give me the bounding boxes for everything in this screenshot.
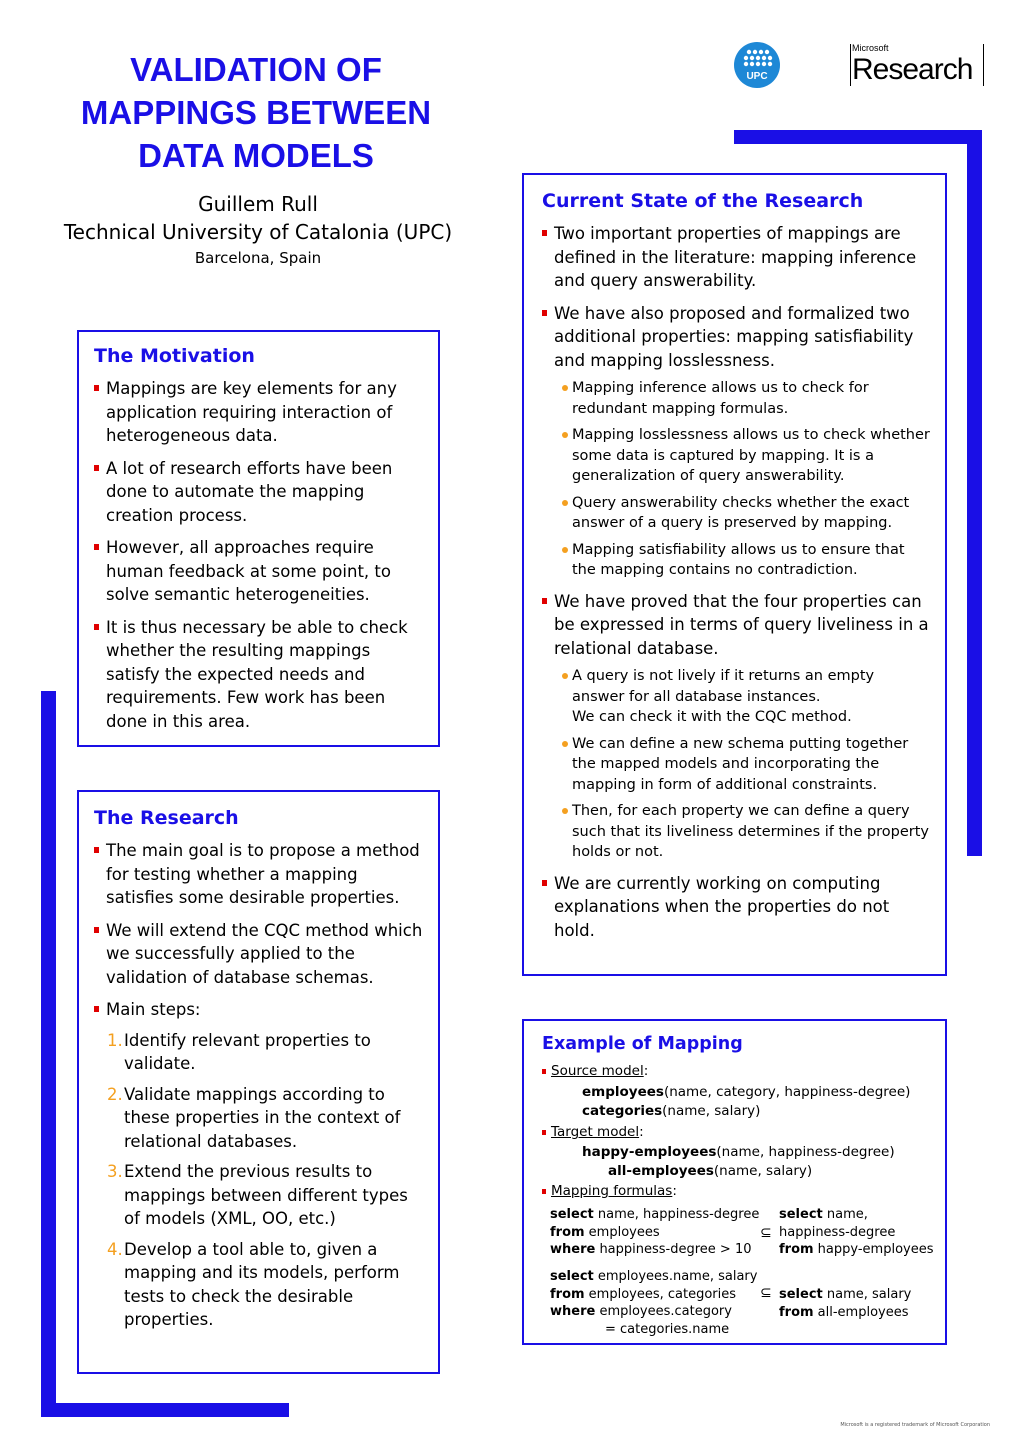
sql-keyword: where: [550, 1304, 596, 1319]
target-relation: [542, 1143, 935, 1162]
current-state-subbullet: [542, 666, 931, 728]
formula-2-left-query: [550, 1268, 757, 1338]
label-colon: :: [639, 1124, 644, 1140]
sql-keyword: select: [779, 1207, 823, 1222]
step-text: Extend the previous results to mappings between different types of models (XML, OO, etc.): [124, 1162, 408, 1228]
current-state-subbullet: Mapping losslessness allows us to check whether some data is captured by mapping. It is a generalization of query answerability.: [542, 425, 931, 487]
sql-keyword: from: [550, 1224, 585, 1240]
current-state-subbullet: We can define a new schema putting together the mapped models and incorporating the mapping in form of additional constraints.: [542, 734, 931, 796]
author-city: Barcelona, Spain: [194, 249, 322, 267]
sql-text: name, salary: [822, 1287, 912, 1302]
sql-keyword: from: [779, 1242, 814, 1257]
sql-text: employees.name, salary: [593, 1269, 758, 1284]
author-block: [40, 190, 476, 270]
subbullet-text: A query is not lively if it returns an empty answer for all database instances.: [572, 668, 875, 705]
subset-symbol: ⊆: [760, 1285, 772, 1301]
title-line: MAPPINGS BETWEEN: [80, 94, 432, 131]
current-state-subbullet: Then, for each property we can define a query such that its liveliness determines if the property holds or not.: [542, 801, 931, 863]
step-number: 4.: [107, 1239, 123, 1259]
motivation-bullet: However, all approaches require human feedback at some point, to solve semantic heterogeneities.: [94, 536, 424, 607]
sql-text: name, happiness-degree: [593, 1207, 760, 1222]
sql-keyword: from: [779, 1304, 814, 1320]
target-model-label: [542, 1123, 935, 1142]
research-step: [94, 1160, 424, 1231]
formula-2-right-query: [779, 1286, 911, 1321]
step-text: Validate mappings according to these properties in the context of relational databases.: [124, 1084, 401, 1151]
research-bullet: We will extend the CQC method which we successfully applied to the validation of database schemas.: [94, 919, 424, 990]
example-box: [522, 1019, 947, 1345]
current-state-bullet: Two important properties of mappings are defined in the literature: mapping inference and query answerability.: [542, 222, 931, 293]
author-name: Guillem Rull: [198, 192, 318, 216]
query-line: [550, 1286, 757, 1304]
trademark-footer: Microsoft is a registered trademark of Microsoft Corporation: [840, 1422, 990, 1428]
sql-text: employees, categories: [584, 1286, 737, 1302]
step-text: Develop a tool able to, given a mapping and its models, perform tests to check the desirable properties.: [124, 1239, 400, 1329]
query-line: [779, 1206, 934, 1224]
top-right-horizontal-bar: [734, 130, 982, 144]
step-number: 3.: [107, 1162, 123, 1181]
relation-name: all-employees: [608, 1162, 714, 1179]
sql-keyword: select: [779, 1287, 823, 1302]
query-line: [550, 1206, 759, 1224]
relation-attrs: (name, category, happiness-degree): [663, 1084, 911, 1100]
query-line: [550, 1241, 759, 1259]
source-relation: [542, 1102, 935, 1121]
sql-keyword: select: [550, 1269, 594, 1284]
label-text: Target model: [551, 1124, 640, 1140]
bottom-left-vertical-bar: [41, 691, 56, 1417]
subbullet-text: We can check it with the CQC method.: [572, 709, 852, 725]
current-state-bullet: [542, 302, 931, 581]
svg-text:UPC: UPC: [746, 71, 768, 82]
formula-1-left-query: [550, 1206, 759, 1259]
research-heading: The Research: [94, 807, 239, 829]
research-bullet: [94, 998, 424, 1332]
sql-text: happiness-degree: [779, 1224, 896, 1240]
query-line: [779, 1224, 934, 1242]
mapping-formulas-label: [542, 1182, 935, 1201]
poster-title: [40, 48, 472, 177]
motivation-box: [77, 330, 440, 747]
current-state-box: [522, 173, 947, 976]
query-line: [779, 1241, 934, 1259]
research-step: [94, 1238, 424, 1332]
bottom-left-horizontal-bar: [41, 1403, 289, 1417]
motivation-bullet: It is thus necessary be able to check whether the resulting mappings satisfy the expected needs and requirements. Few work has been done in this area.: [94, 616, 424, 734]
relation-attrs: (name, happiness-degree): [716, 1144, 895, 1160]
research-box: [77, 790, 440, 1374]
research-steps-label: Main steps:: [106, 1000, 201, 1019]
upc-logo: [734, 42, 780, 88]
motivation-bullet: A lot of research efforts have been done to automate the mapping creation process.: [94, 457, 424, 528]
sql-text: happy-employees: [813, 1242, 934, 1257]
relation-name: categories: [582, 1102, 663, 1119]
source-relation: [542, 1083, 935, 1102]
current-state-bullet: We are currently working on computing explanations when the properties do not hold.: [542, 872, 931, 943]
sql-text: employees.category: [595, 1304, 732, 1319]
current-state-subbullet: Mapping satisfiability allows us to ensure that the mapping contains no contradiction.: [542, 540, 931, 581]
research-bullet: The main goal is to propose a method for testing whether a mapping satisfies some desirable properties.: [94, 839, 424, 910]
relation-attrs: (name, salary): [713, 1162, 813, 1179]
sql-keyword: where: [550, 1242, 596, 1257]
sql-keyword: from: [550, 1286, 585, 1302]
subset-symbol: ⊆: [760, 1225, 772, 1241]
top-right-vertical-bar: [967, 130, 982, 856]
motivation-bullet: Mappings are key elements for any application requiring interaction of heterogeneous data.: [94, 377, 424, 448]
author-affiliation: Technical University of Catalonia (UPC): [63, 220, 453, 244]
label-colon: :: [643, 1063, 649, 1079]
query-line: [550, 1268, 757, 1286]
title-line: DATA MODELS: [138, 137, 374, 174]
sql-text: = categories.name: [605, 1321, 730, 1337]
sql-text: happiness-degree > 10: [595, 1242, 752, 1257]
step-number: 1.: [107, 1030, 123, 1050]
formula-1-right-query: [779, 1206, 934, 1259]
research-step: [94, 1029, 424, 1076]
step-number: 2.: [107, 1084, 123, 1104]
current-state-bullet-text: We have proved that the four properties can be expressed in terms of query liveliness in a relational database.: [554, 591, 929, 658]
query-line: [779, 1304, 911, 1322]
relation-name: employees: [582, 1084, 664, 1100]
mapping-formula-2: [542, 1268, 935, 1340]
target-relation: [542, 1162, 935, 1181]
current-state-heading: Current State of the Research: [542, 190, 864, 212]
sql-text: all-employees: [813, 1304, 909, 1320]
label-colon: :: [672, 1183, 677, 1199]
current-state-subbullet: Query answerability checks whether the exact answer of a query is preserved by mapping.: [542, 493, 931, 534]
query-line: [779, 1286, 911, 1304]
title-line: VALIDATION OF: [130, 51, 382, 88]
label-text: Mapping formulas: [551, 1183, 673, 1199]
query-line: [550, 1224, 759, 1242]
current-state-bullet-text: We have also proposed and formalized two additional properties: mapping satisfiability and mapping losslessness.: [554, 303, 914, 370]
source-model-label: [542, 1062, 935, 1081]
example-heading: Example of Mapping: [542, 1034, 743, 1054]
query-line: [550, 1303, 757, 1321]
label-text: Source model: [551, 1063, 644, 1079]
research-steps-list: [94, 1029, 424, 1332]
motivation-heading: The Motivation: [94, 345, 255, 367]
mapping-formula-1: [542, 1206, 935, 1268]
relation-name: happy-employees: [582, 1144, 717, 1160]
sql-text: name,: [822, 1207, 868, 1222]
step-text: Identify relevant properties to validate.: [124, 1030, 371, 1073]
query-line: [550, 1321, 757, 1339]
research-step: [94, 1083, 424, 1154]
sql-text: employees: [584, 1224, 660, 1240]
current-state-bullet: [542, 590, 931, 863]
current-state-subbullet: Mapping inference allows us to check for redundant mapping formulas.: [542, 378, 931, 419]
microsoft-research-logo: Microsoft Research: [850, 42, 984, 88]
relation-attrs: (name, salary): [662, 1102, 761, 1119]
sql-keyword: select: [550, 1207, 594, 1222]
